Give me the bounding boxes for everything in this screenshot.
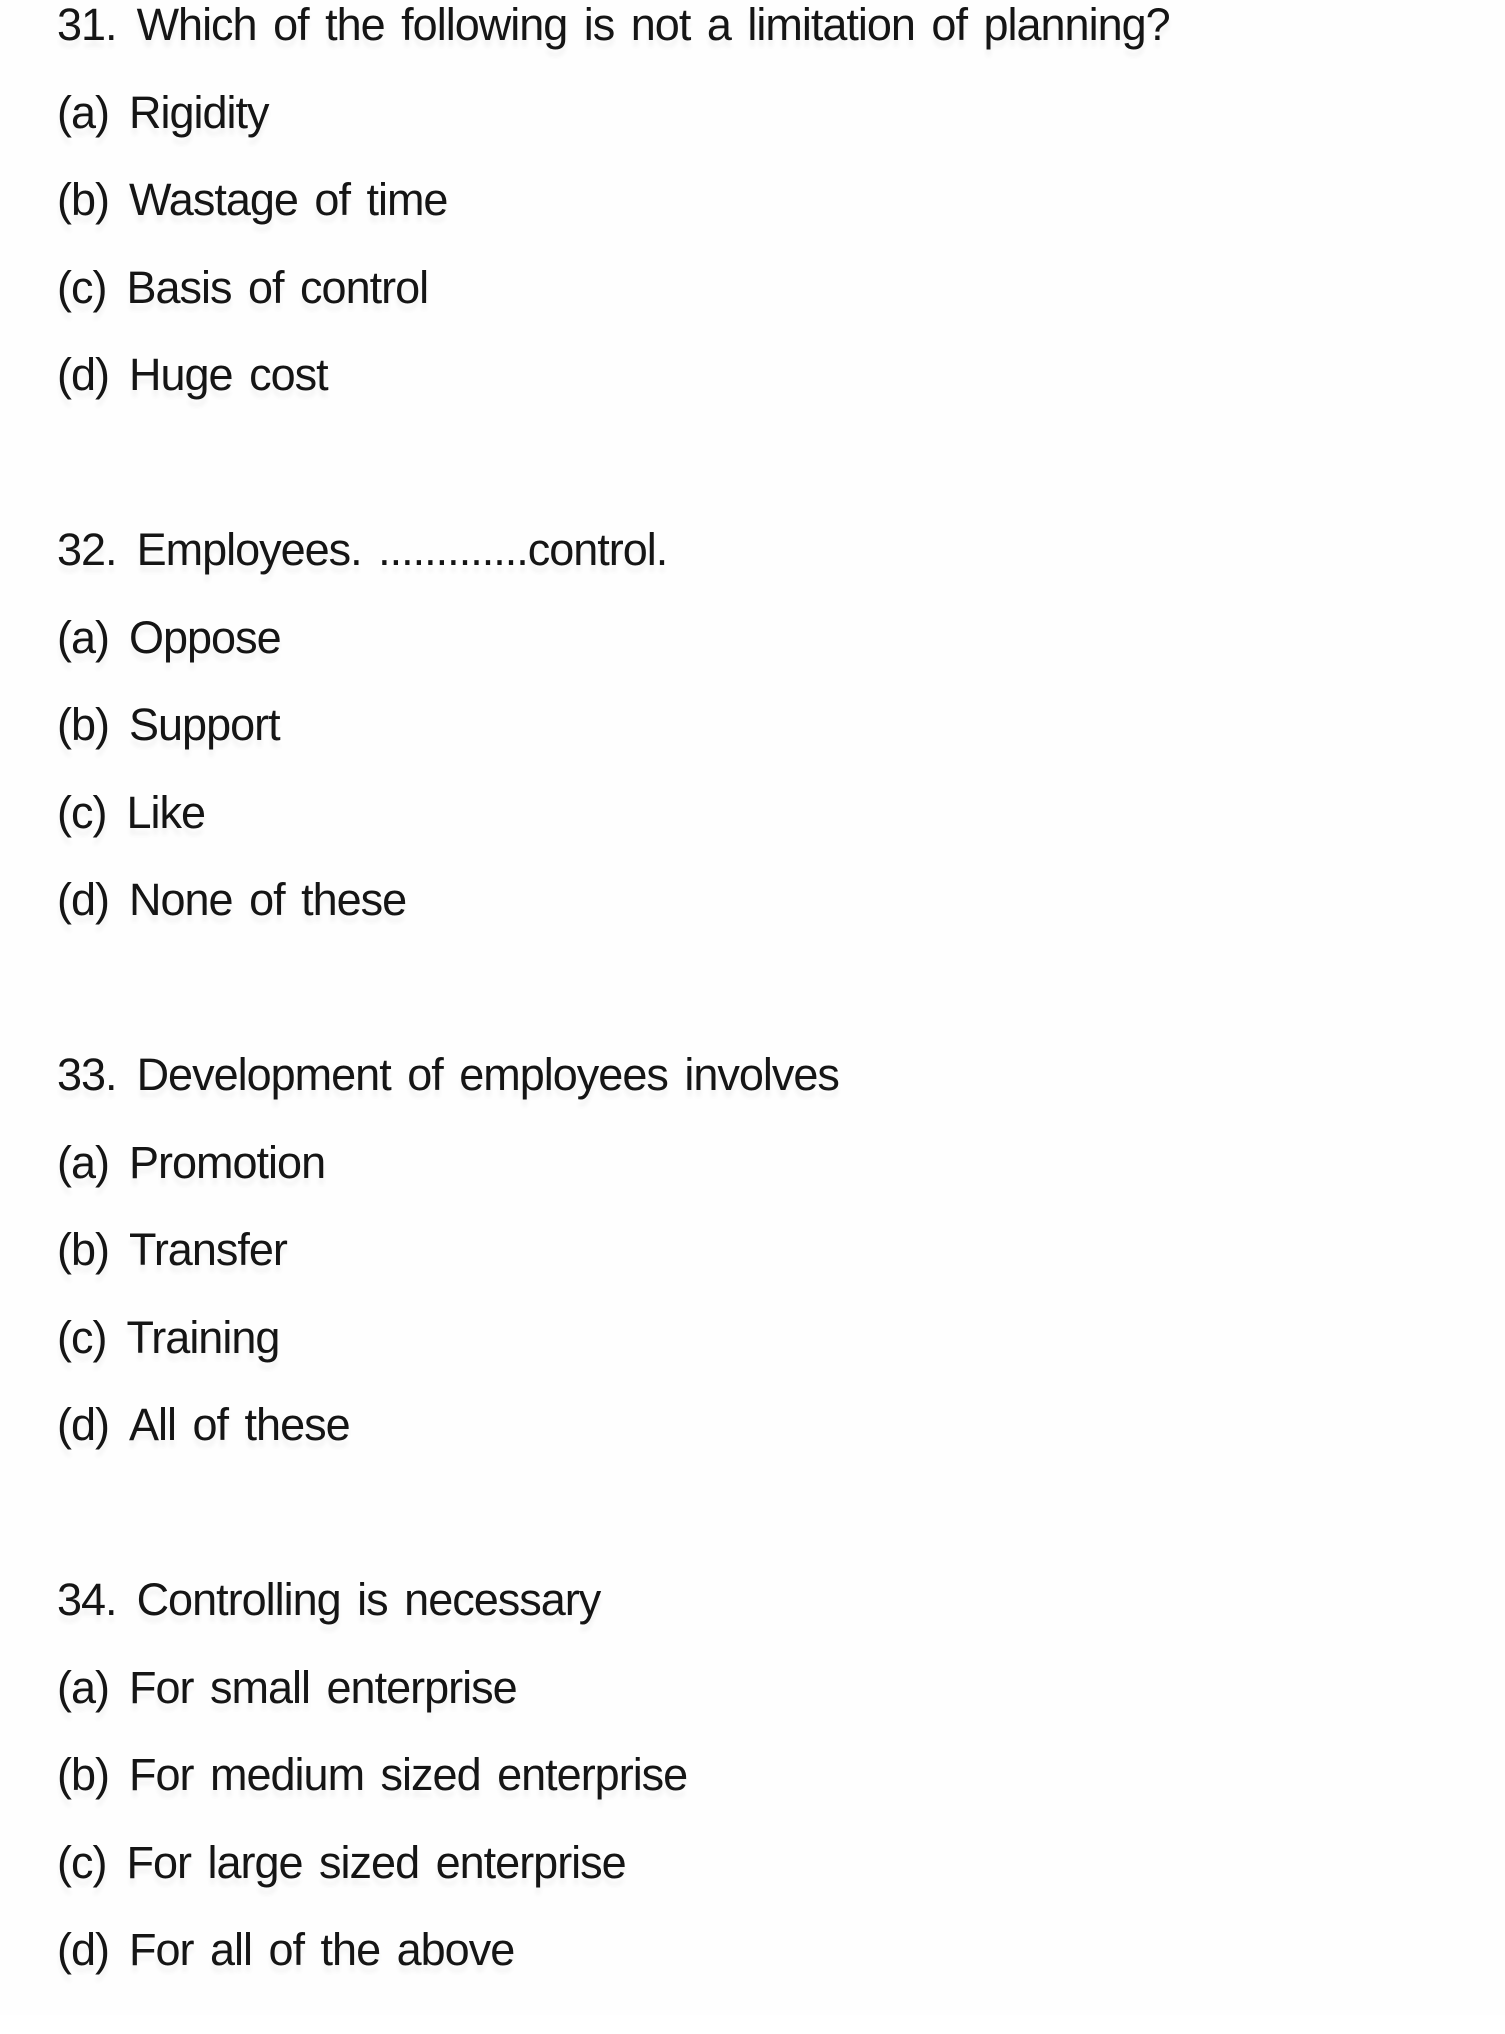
option-line-c [57,1819,1505,1907]
option-letter: (d) [57,349,109,400]
option-line-b [57,681,1505,769]
option-letter: (d) [57,874,109,925]
option-text: Huge cost [129,349,328,400]
option-line-a [57,69,1505,157]
option-text: For small enterprise [129,1661,517,1713]
question-number: 32. [57,524,117,575]
option-letter: (a) [57,86,109,138]
option-text: None of these [129,874,407,925]
option-text: For all of the above [129,1924,515,1975]
option-line-a [57,1644,1505,1732]
option-text: All of these [129,1399,350,1450]
question-line [57,1556,1505,1644]
question-text: Employees. .............control. [136,524,668,575]
option-text: Like [126,786,206,838]
question-block-34 [57,1556,1505,1994]
option-line-d [57,331,1505,419]
question-number: 33. [57,1049,117,1100]
question-block-31 [57,0,1505,419]
option-letter: (d) [57,1924,109,1975]
option-line-d [57,1381,1505,1469]
question-text: Which of the following is not a limitation of planning? [136,0,1170,50]
option-line-a [57,1119,1505,1207]
option-letter: (d) [57,1399,109,1450]
option-text: For large sized enterprise [126,1836,626,1888]
question-line [57,0,1505,69]
question-block-33 [57,1031,1505,1469]
question-block-32 [57,506,1505,944]
option-letter: (c) [57,1311,107,1363]
option-letter: (b) [57,699,109,750]
option-letter: (b) [57,174,109,225]
option-line-a [57,594,1505,682]
option-line-c [57,244,1505,332]
option-letter: (c) [57,261,107,313]
question-text: Controlling is necessary [136,1574,601,1625]
question-line [57,1031,1505,1119]
option-letter: (a) [57,611,109,663]
option-text: Promotion [129,1136,326,1188]
option-line-d [57,1906,1505,1994]
option-line-b [57,1731,1505,1819]
option-text: Support [129,699,280,750]
option-text: Rigidity [129,86,269,138]
option-text: Transfer [129,1224,287,1275]
option-text: Basis of control [126,261,429,313]
question-text: Development of employees involves [136,1049,839,1100]
option-letter: (b) [57,1749,109,1800]
option-text: Training [126,1311,280,1363]
option-line-d [57,856,1505,944]
option-letter: (a) [57,1136,109,1188]
option-letter: (b) [57,1224,109,1275]
option-text: Oppose [129,611,281,663]
question-line [57,506,1505,594]
option-text: For medium sized enterprise [129,1749,688,1800]
option-line-c [57,769,1505,857]
question-number: 31. [57,0,117,50]
question-number: 34. [57,1574,117,1625]
option-letter: (a) [57,1661,109,1713]
option-line-c [57,1294,1505,1382]
option-line-b [57,1206,1505,1294]
option-line-b [57,156,1505,244]
option-letter: (c) [57,786,107,838]
option-letter: (c) [57,1836,107,1888]
option-text: Wastage of time [129,174,448,225]
